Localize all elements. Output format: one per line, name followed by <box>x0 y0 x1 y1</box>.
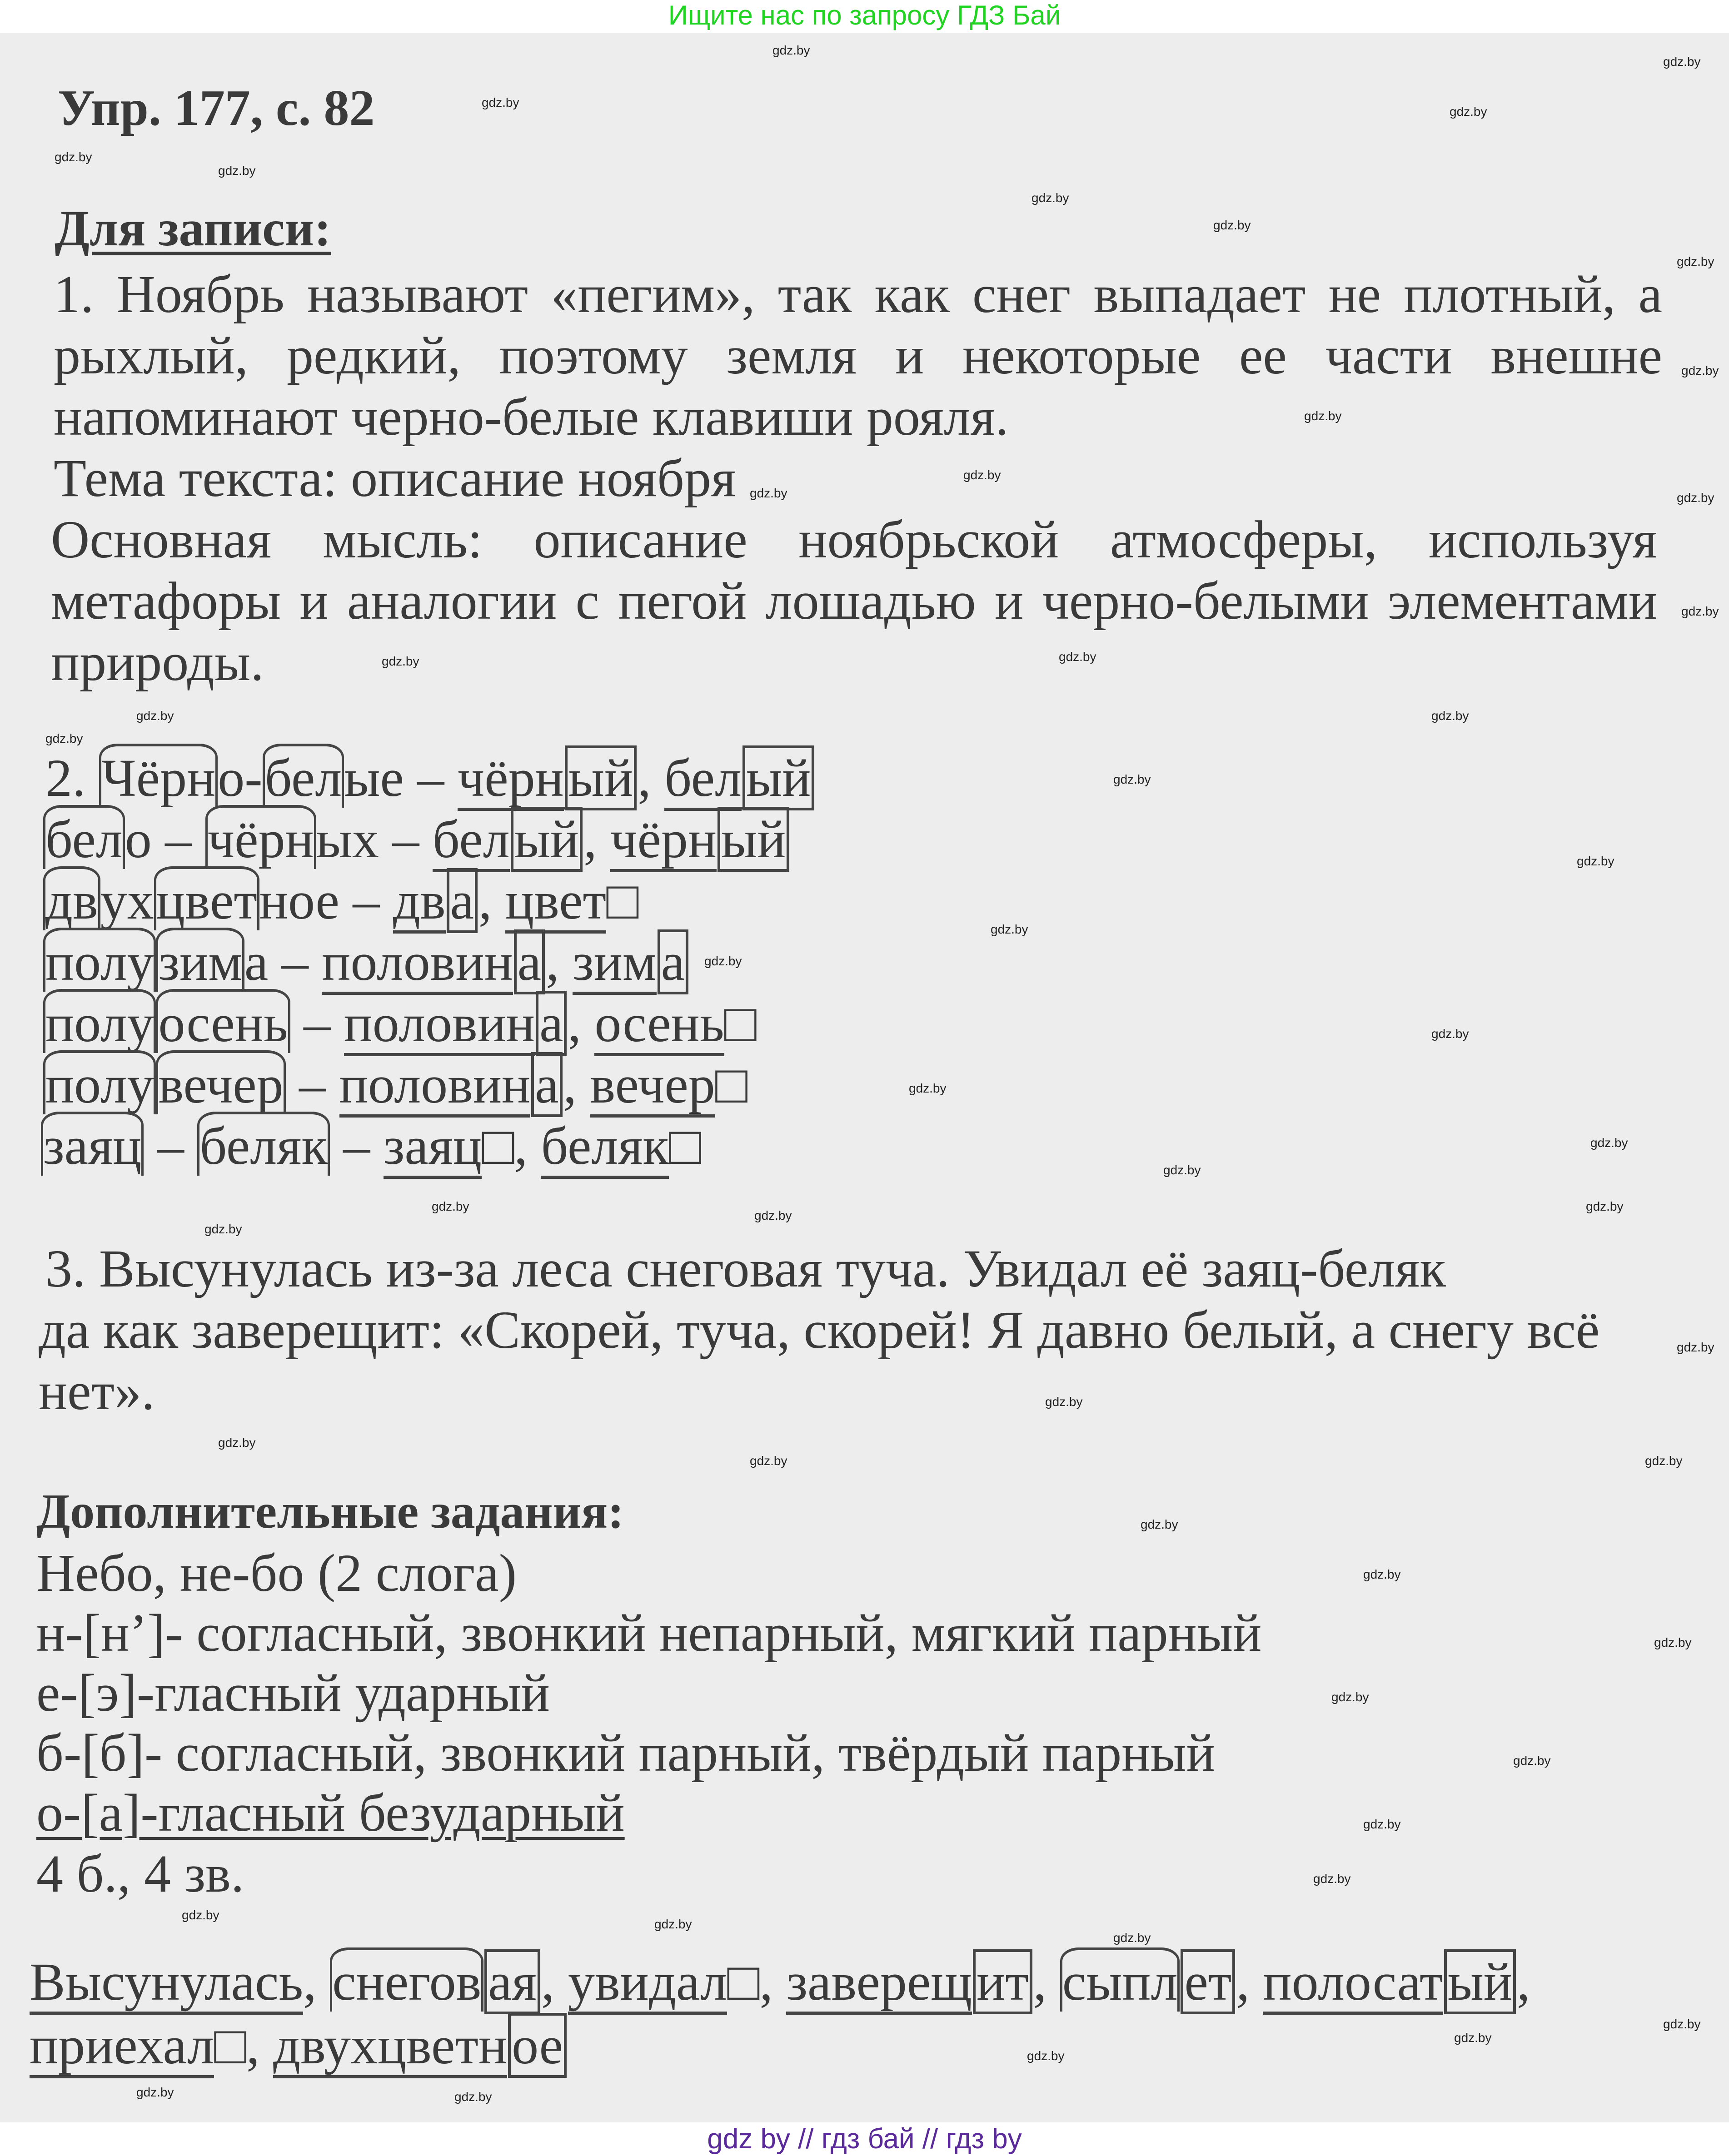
text-segment: , <box>546 932 573 992</box>
word-analysis-line <box>30 1953 1530 2011</box>
morpheme-root-underlined: вечер <box>590 1055 715 1118</box>
morpheme-ending: а <box>531 1052 562 1117</box>
search-banner[interactable]: Ищите нас по запросу ГДЗ Бай <box>0 0 1729 32</box>
extra-line: Небо, не-бо (2 слога) <box>36 1543 517 1603</box>
watermark: gdz.by <box>1113 772 1151 786</box>
text-segment: , <box>1033 1952 1060 2012</box>
morpheme-ending: ый <box>511 807 583 872</box>
text-segment: , <box>759 1952 787 2012</box>
main-idea-line: природы. <box>51 632 264 692</box>
text-segment: – <box>329 1116 384 1176</box>
watermark: gdz.by <box>1363 1567 1401 1581</box>
watermark: gdz.by <box>218 164 256 178</box>
word-analysis-line <box>43 1056 747 1113</box>
text-segment: – <box>151 810 205 869</box>
watermark: gdz.by <box>1363 1817 1401 1831</box>
morpheme-root-underlined: заверещ <box>786 1952 972 2015</box>
morpheme-root-underlined: бел <box>664 748 742 811</box>
morpheme-root-underlined: половин <box>344 994 535 1056</box>
text-segment: – <box>144 1116 198 1176</box>
watermark: gdz.by <box>754 1208 792 1222</box>
morpheme-ending: ет <box>1181 1949 1235 2014</box>
watermark: gdz.by <box>772 43 810 57</box>
extra-line: е-[э]-гласный ударный <box>36 1663 550 1723</box>
morpheme-ending: а <box>447 868 478 933</box>
extra-line: н-[н’]- согласный, звонкий непарный, мягкий парный <box>36 1603 1262 1663</box>
task1-line: напоминают черно-белые клавиши рояля. <box>54 387 1009 447</box>
watermark: gdz.by <box>1677 1340 1714 1354</box>
text-segment: □ <box>727 1952 760 2012</box>
watermark: gdz.by <box>1304 409 1342 423</box>
morpheme-root: бел <box>43 805 125 869</box>
text-segment: , <box>541 1952 568 2012</box>
text-segment: – <box>404 748 458 808</box>
watermark: gdz.by <box>55 150 92 164</box>
text-segment: □ <box>724 994 757 1053</box>
watermark: gdz.by <box>136 2085 174 2099</box>
section-heading: Для записи: <box>55 200 331 257</box>
watermark: gdz.by <box>182 1908 219 1922</box>
watermark: gdz.by <box>382 654 419 668</box>
morpheme-ending: ая <box>484 1949 540 2014</box>
morpheme-root: полу <box>43 928 156 992</box>
morpheme-root-underlined: Высунул <box>30 1952 231 2015</box>
watermark: gdz.by <box>1663 55 1701 69</box>
extra-line: 4 б., 4 зв. <box>36 1844 244 1903</box>
watermark: gdz.by <box>1031 191 1069 205</box>
task3-line: 3. Высунулась из-за леса снеговая туча. Увидал её заяц-беляк <box>45 1239 1446 1298</box>
watermark: gdz.by <box>136 709 174 723</box>
watermark: gdz.by <box>454 2090 492 2104</box>
watermark: gdz.by <box>1313 1872 1351 1886</box>
morpheme-root-underlined: половин <box>322 932 513 995</box>
exercise-title: Упр. 177, с. 82 <box>58 80 375 136</box>
extra-heading: Дополнительные задания: <box>36 1485 624 1539</box>
morpheme-root: цвет <box>154 866 259 930</box>
morpheme-ending: а <box>514 929 545 994</box>
text-segment: о <box>125 810 152 869</box>
watermark: gdz.by <box>1681 363 1719 378</box>
morpheme-root-underlined: увидал <box>568 1952 727 2015</box>
watermark: gdz.by <box>1590 1136 1628 1150</box>
text-segment: , <box>246 2016 274 2075</box>
text-segment: □ <box>668 1116 702 1176</box>
watermark: gdz.by <box>1163 1163 1201 1177</box>
text-segment: , <box>1236 1952 1263 2012</box>
watermark: gdz.by <box>1677 254 1714 268</box>
morpheme-ending: ый <box>742 745 814 810</box>
text-segment: ное <box>259 871 339 930</box>
morpheme-root: полу <box>43 989 156 1053</box>
morpheme-root: беляк <box>197 1112 329 1176</box>
watermark: gdz.by <box>1027 2049 1065 2063</box>
task1-line: 1. Ноябрь называют «пегим», так как снег выпадает не плотный, а <box>54 264 1662 324</box>
morpheme-root: полу <box>43 1050 156 1114</box>
morpheme-root-underlined: чёрн <box>458 748 564 811</box>
watermark: gdz.by <box>45 731 83 745</box>
text-segment: а <box>244 932 269 992</box>
watermark: gdz.by <box>963 468 1001 482</box>
morpheme-root-underlined: бел <box>433 810 510 872</box>
watermark: gdz.by <box>218 1436 256 1450</box>
watermark: gdz.by <box>654 1917 692 1931</box>
watermark: gdz.by <box>482 95 519 109</box>
morpheme-root: заяц <box>41 1112 144 1176</box>
morpheme-ending: ит <box>973 1949 1032 2014</box>
watermark: gdz.by <box>1141 1517 1178 1531</box>
morpheme-root-underlined: дв <box>393 871 446 934</box>
word-analysis-line <box>43 995 757 1052</box>
word-analysis-line <box>43 934 689 991</box>
watermark: gdz.by <box>1654 1635 1692 1649</box>
morpheme-root: Чёрн <box>99 744 218 808</box>
text-segment: , <box>478 871 505 930</box>
watermark: gdz.by <box>432 1199 469 1213</box>
text-segment: – <box>268 932 322 992</box>
watermark: gdz.by <box>1513 1754 1551 1768</box>
morpheme-root-underlined: цвет <box>505 871 606 934</box>
morpheme-ending: ое <box>508 2013 567 2078</box>
word-analysis-line <box>30 2017 568 2074</box>
task1-line: рыхлый, редкий, поэтому земля и некоторые ее части внешне <box>54 326 1662 385</box>
watermark: gdz.by <box>1431 709 1469 723</box>
morpheme-ending: ый <box>718 807 789 872</box>
morpheme-root-underlined: полосат <box>1263 1952 1443 2015</box>
word-analysis-line <box>41 1118 701 1175</box>
morpheme-root-underlined: заяц <box>384 1116 482 1179</box>
word-analysis-line <box>43 872 638 929</box>
watermark: gdz.by <box>1681 604 1719 618</box>
watermark: gdz.by <box>1450 104 1487 119</box>
text-segment: ых <box>316 810 379 869</box>
morpheme-root: снегов <box>330 1947 483 2012</box>
extra-line: о-[а]-гласный безударный <box>36 1783 625 1843</box>
morpheme-root: бел <box>263 744 344 808</box>
morpheme-ending: ый <box>1444 1949 1516 2014</box>
text-segment: , <box>638 748 665 808</box>
watermark: gdz.by <box>204 1222 242 1236</box>
watermark: gdz.by <box>704 954 742 968</box>
text-segment: , <box>568 994 595 1053</box>
text-segment: □ <box>606 871 639 930</box>
text-segment: □ <box>482 1116 514 1176</box>
watermark: gdz.by <box>1577 854 1614 868</box>
watermark: gdz.by <box>1586 1199 1624 1213</box>
morpheme-root-underlined: чёрн <box>610 810 717 872</box>
text-segment: □ <box>214 2016 247 2075</box>
morpheme-ending: ый <box>565 745 637 810</box>
watermark: gdz.by <box>1663 2017 1701 2031</box>
main-idea-line: Основная мысль: описание ноябрьской атмосферы, используя <box>51 510 1657 569</box>
text-segment: □ <box>715 1055 748 1114</box>
morpheme-root: зим <box>156 928 244 992</box>
morpheme-root-underlined: беляк <box>541 1116 668 1179</box>
text-segment: о- <box>218 748 263 808</box>
task3-line: да как заверещит: «Скорей, туча, скорей! Я давно белый, а снегу всё <box>39 1300 1600 1360</box>
word-analysis-line <box>43 811 790 868</box>
text-segment: 2. <box>45 748 99 808</box>
watermark: gdz.by <box>1645 1454 1683 1468</box>
watermark: gdz.by <box>1045 1395 1083 1409</box>
text-segment: ух <box>100 871 154 930</box>
watermark: gdz.by <box>1431 1027 1469 1041</box>
text-segment: , <box>563 1055 590 1114</box>
watermark: gdz.by <box>1677 491 1714 505</box>
morpheme-root-underlined: двухцветн <box>273 2016 507 2078</box>
text-theme: Тема текста: описание ноября <box>54 448 736 508</box>
watermark: gdz.by <box>750 486 787 500</box>
text-segment: – <box>290 994 344 1053</box>
morpheme-root: осень <box>156 989 290 1053</box>
morpheme-root: дв <box>43 866 100 930</box>
morpheme-ending: а <box>658 929 688 994</box>
word-analysis-line <box>45 750 815 807</box>
main-idea-line: метафоры и аналогии с пегой лошадью и черно-белыми элементами <box>51 571 1657 631</box>
watermark: gdz.by <box>991 922 1028 936</box>
watermark: gdz.by <box>1213 218 1251 232</box>
footer-links[interactable]: gdz by // гдз бай // гдз by <box>0 2122 1729 2156</box>
morpheme-root-underlined: ась <box>231 1952 304 2015</box>
text-segment: , <box>303 1952 330 2012</box>
text-segment: ые <box>344 748 404 808</box>
morpheme-root: вечер <box>156 1050 285 1114</box>
watermark: gdz.by <box>1454 2031 1492 2045</box>
text-segment: – <box>339 871 393 930</box>
watermark: gdz.by <box>1059 650 1096 664</box>
text-segment: , <box>514 1116 541 1176</box>
watermark: gdz.by <box>1331 1690 1369 1704</box>
task3-line: нет». <box>39 1361 155 1421</box>
watermark: gdz.by <box>750 1454 787 1468</box>
text-segment: – <box>285 1055 339 1114</box>
extra-line: б-[б]- согласный, звонкий парный, твёрдый парный <box>36 1723 1215 1783</box>
text-segment: , <box>583 810 611 869</box>
morpheme-root-underlined: осень <box>594 994 724 1056</box>
watermark: gdz.by <box>909 1081 947 1095</box>
morpheme-root-underlined: приехал <box>30 2016 214 2078</box>
morpheme-ending: а <box>536 991 567 1056</box>
morpheme-root: чёрн <box>205 805 316 869</box>
morpheme-root: сыпл <box>1060 1947 1180 2012</box>
morpheme-root-underlined: зим <box>573 932 656 995</box>
watermark: gdz.by <box>1113 1931 1151 1945</box>
text-segment: – <box>379 810 433 869</box>
text-segment: , <box>1517 1952 1530 2012</box>
morpheme-root-underlined: половин <box>339 1055 531 1118</box>
